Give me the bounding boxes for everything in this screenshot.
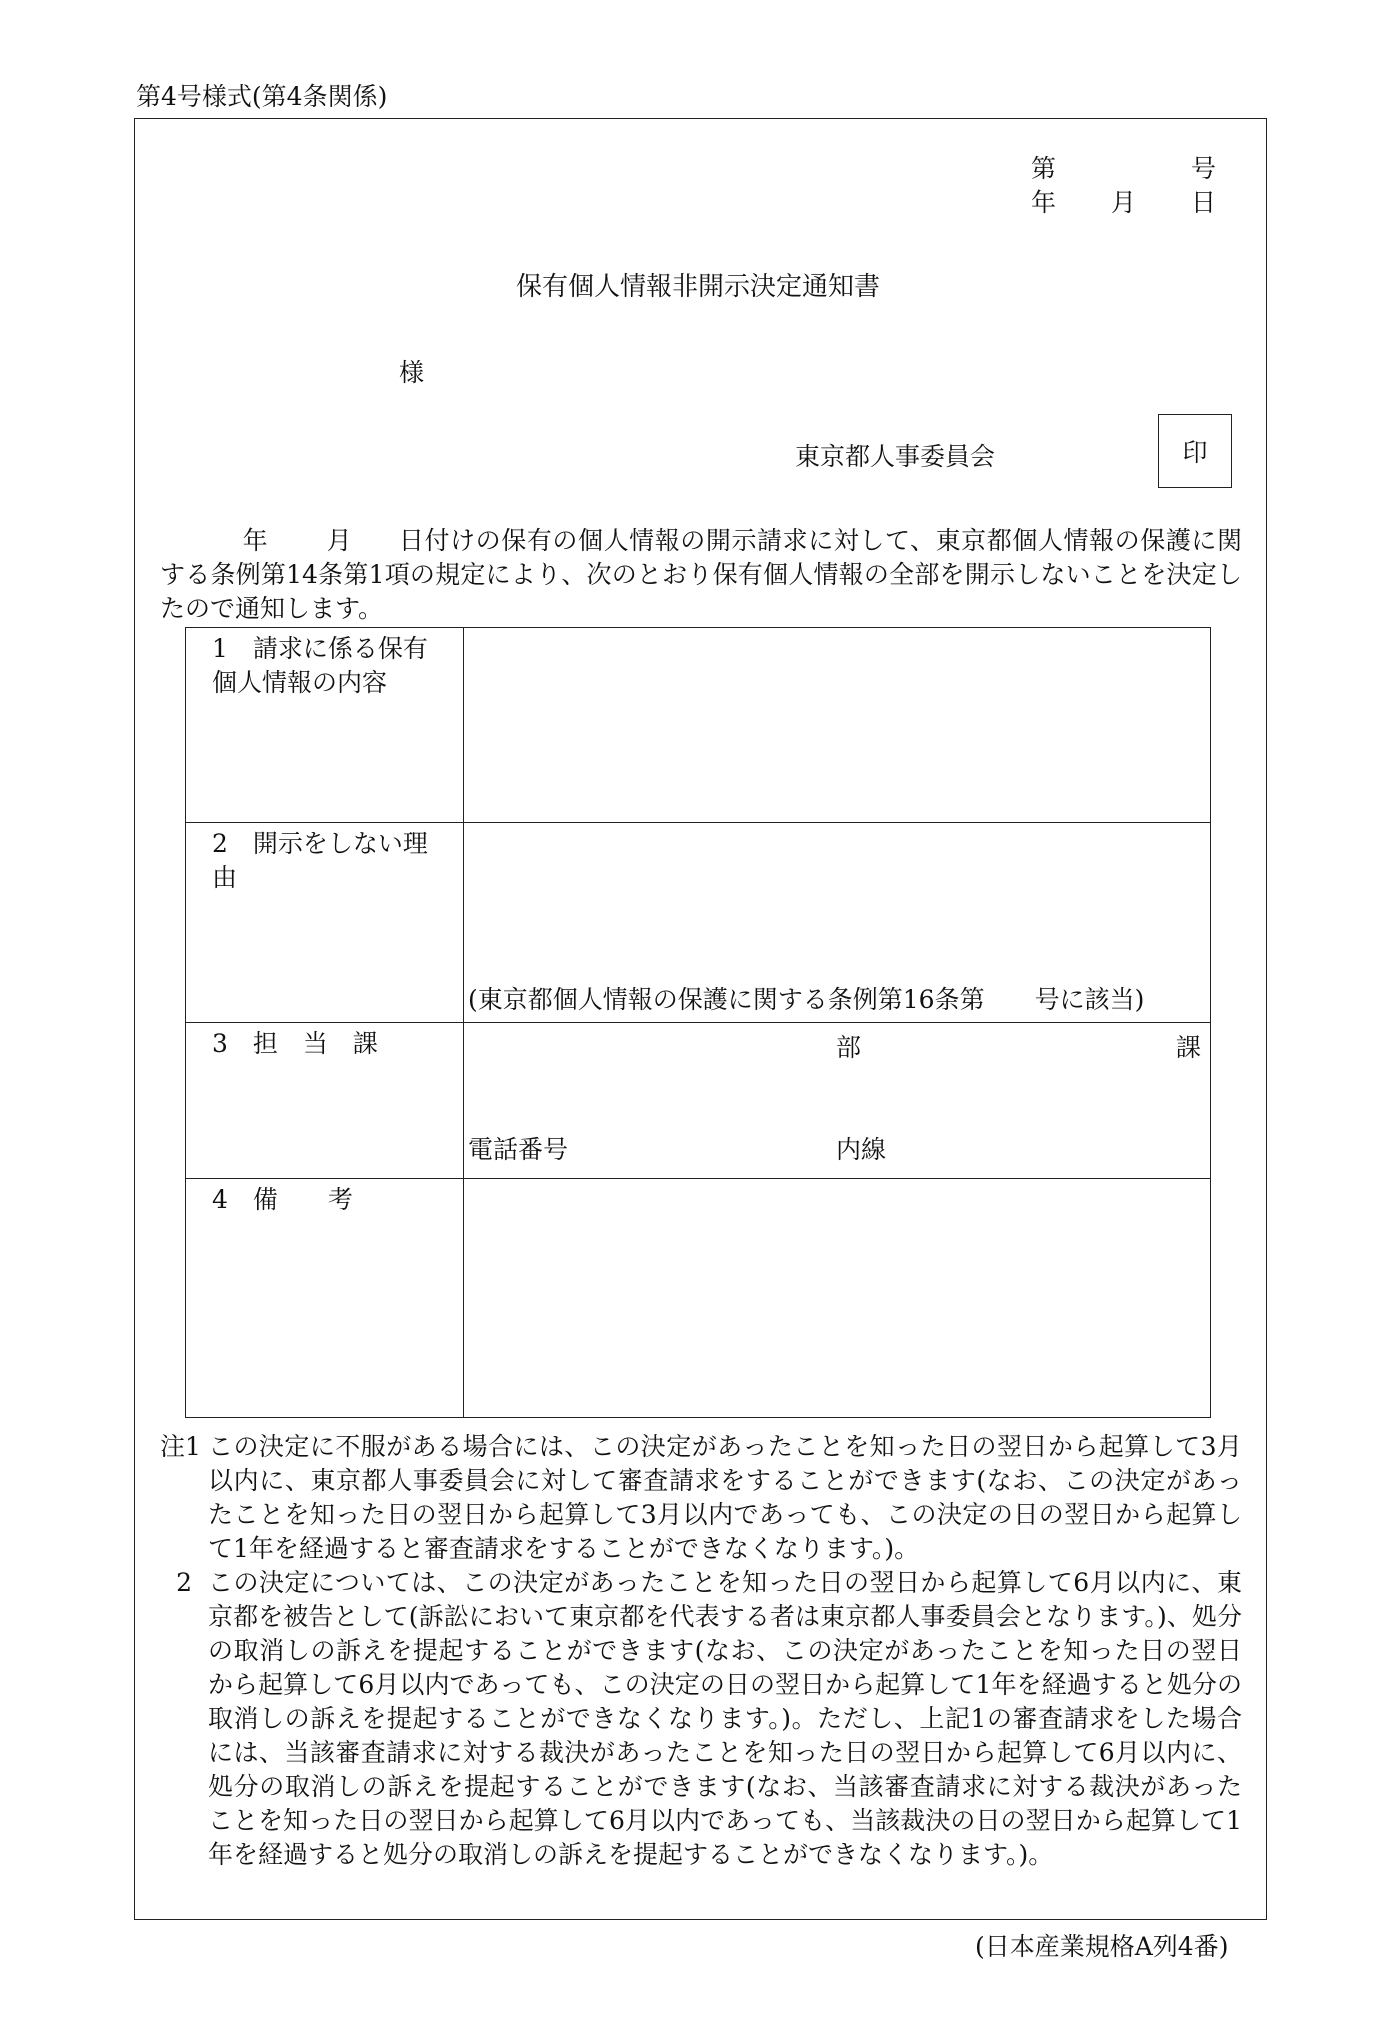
note-1 (160, 1430, 1242, 1566)
note-1-text: この決定に不服がある場合には、この決定があったことを知った日の翌日から起算して3月以内に、東京都人事委員会に対して審査請求をすることができます(なお、この決定があったことを知った日の翌日から起算して3月以内であっても、この決定の日の翌日から起算して1年を経過すると審査請求をすることができなくなります。)。 (208, 1432, 1242, 1563)
notice-body (160, 524, 1242, 626)
contact-extension-label: 内線 (836, 1135, 887, 1164)
row-label-remarks: 4 備 考 (212, 1185, 353, 1214)
table-row-remarks (186, 1179, 1210, 1417)
table-row-reason (186, 823, 1210, 1023)
reason-article-note: (東京都個人情報の保護に関する条例第16条第 号に該当) (468, 985, 1145, 1014)
decision-table (185, 627, 1211, 1418)
paper-size-spec: (日本産業規格A列4番) (975, 1932, 1229, 1961)
date-day: 日 (1190, 188, 1216, 217)
notes-section (160, 1430, 1242, 1872)
doc-number-suffix: 号 (1190, 154, 1216, 183)
body-year: 年 (242, 526, 269, 555)
form-number-label: 第4号様式(第4条関係) (136, 82, 388, 111)
document-date (1031, 186, 1216, 220)
seal-label: 印 (1182, 438, 1208, 467)
issuer-name: 東京都人事委員会 (795, 442, 996, 471)
contact-section: 課 (1176, 1033, 1202, 1062)
contact-phone-label: 電話番号 (468, 1135, 569, 1164)
note-1-number: 注1 (160, 1432, 201, 1461)
document-number (1031, 152, 1216, 186)
note-2 (160, 1566, 1242, 1872)
table-row-request-content (186, 628, 1210, 823)
document-title: 保有個人情報非開示決定通知書 (516, 272, 881, 302)
note-2-text: この決定については、この決定があったことを知った日の翌日から起算して6月以内に、東京都を被告として(訴訟において東京都を代表する者は東京都人事委員会となります。)、処分の取消しの訴えを提起することができます(なお、この決定があったことを知った日の翌日から起算して6月以内であっても、この決定の日の翌日から起算して1年を経過すると処分の取消しの訴えを提起することができなくなります。)。ただし、上記1の審査請求をした場合には、当該審査請求に対する裁決があったことを知った日の翌日から起算して6月以内に、処分の取消しの訴えを提起することができます(なお、当該審査請求に対する裁決があったことを知った日の翌日から起算して6月以内であっても、当該裁決の日の翌日から起算して1年を経過すると処分の取消しの訴えを提起することができなくなります。)。 (208, 1568, 1242, 1869)
addressee-honorific: 様 (399, 358, 425, 387)
date-month: 月 (1110, 188, 1136, 217)
row-label-request-content: 1 請求に係る保有個人情報の内容 (212, 634, 428, 697)
contact-department: 部 (836, 1033, 862, 1062)
body-month: 月 (326, 526, 353, 555)
row-label-contact: 3 担 当 課 (212, 1029, 378, 1058)
date-year: 年 (1031, 188, 1057, 217)
table-row-contact (186, 1023, 1210, 1179)
note-2-number: 2 (176, 1568, 192, 1597)
seal-box (1158, 414, 1232, 488)
body-text: 日付けの保有の個人情報の開示請求に対して、東京都個人情報の保護に関する条例第14条第1項の規定により、次のとおり保有個人情報の全部を開示しないことを決定したので通知します。 (160, 526, 1242, 623)
doc-number-prefix: 第 (1031, 154, 1057, 183)
row-label-reason: 2 開示をしない理由 (212, 829, 428, 892)
